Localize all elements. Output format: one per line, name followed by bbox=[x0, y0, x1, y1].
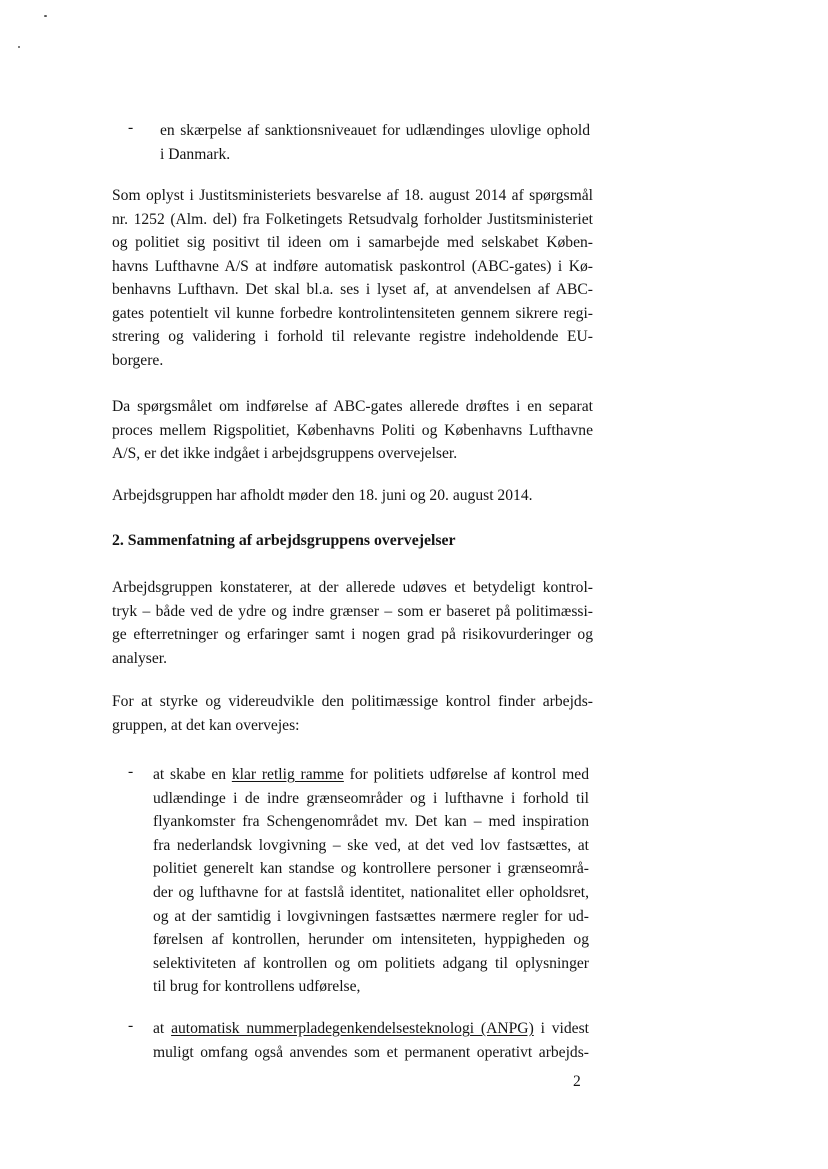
paragraph-abc-gates bbox=[112, 184, 593, 372]
text-fragment: at bbox=[153, 1020, 172, 1037]
text-line: udlændinge i de indre grænseområder og i lufthavne i forhold til bbox=[153, 789, 589, 807]
text-line: førelsen af kontrollen, herunder om intensiteten, hyppigheden og bbox=[153, 931, 589, 949]
text-line: flyankomster fra Schengenområdet mv. Det kan – med inspiration bbox=[153, 813, 589, 831]
text-line: fra nederlandsk lovgivning – ske ved, at det ved lov fastsættes, at bbox=[153, 836, 589, 854]
text-line: ge efterretninger og erfaringer samt i nogen grad på risikovurderinger og bbox=[112, 626, 593, 643]
paragraph-strengthen-control bbox=[112, 690, 593, 737]
text-line: tryk – både ved de ydre og indre grænser – som er baseret på politimæssi- bbox=[112, 602, 593, 620]
text-line: proces mellem Rigspolitiet, Københavns Politi og Københavns Lufthavne bbox=[112, 421, 593, 439]
underlined-term: klar retlig ramme bbox=[231, 766, 344, 783]
text-line: selektiviteten af kontrollen og om politiets adgang til oplysninger bbox=[153, 954, 589, 972]
text-line: borgere. bbox=[112, 351, 164, 369]
text-line: og at der samtidig i lovgivningen fastsættes nærmere regler for ud- bbox=[153, 907, 589, 925]
text-line: nr. 1252 (Alm. del) fra Folketingets Retsudvalg forholder Justitsministeriet bbox=[112, 210, 593, 228]
text-line: Da spørgsmålet om indførelse af ABC-gates allerede drøftes i en separat bbox=[112, 398, 593, 415]
text-line: en skærpelse af sanktionsniveauet for udlændinges ulovlige ophold bbox=[160, 122, 590, 139]
bullet-legal-framework bbox=[153, 763, 589, 999]
text-line: til brug for kontrollens udførelse, bbox=[153, 978, 361, 996]
text-line: der og lufthavne for at fastslå identitet, nationalitet eller opholdsret, bbox=[153, 883, 589, 901]
text-line: i Danmark. bbox=[160, 145, 231, 163]
scan-speck bbox=[44, 15, 47, 17]
text-line: Arbejdsgruppen har afholdt møder den 18. juni og 20. august 2014. bbox=[112, 487, 533, 504]
page-number: 2 bbox=[573, 1073, 581, 1090]
underlined-term: automatisk nummerpladegenkendelsesteknologi (ANPG) bbox=[171, 1020, 534, 1037]
text-fragment: for politiets udførelse af kontrol med bbox=[343, 766, 589, 783]
text-fragment: at skabe en bbox=[153, 766, 232, 783]
text-line: strering og validering i forhold til relevante registre indeholdende EU- bbox=[112, 328, 593, 345]
text-line: analyser. bbox=[112, 649, 167, 667]
text-line: havns Lufthavne A/S at indføre automatisk paskontrol (ABC-gates) i Kø- bbox=[112, 257, 593, 275]
text-fragment: i videst bbox=[533, 1020, 589, 1037]
text-line: gates potentielt vil kunne forbedre kontrolintensiteten gennem sikrere regi- bbox=[112, 304, 593, 322]
text-line: politiet generelt kan standse og kontrollere personer i grænseområ- bbox=[153, 860, 589, 878]
bullet-dash: - bbox=[128, 1017, 134, 1034]
text-line: gruppen, at det kan overvejes: bbox=[112, 716, 300, 734]
text-line: A/S, er det ikke indgået i arbejdsgruppens overvejelser. bbox=[112, 445, 458, 462]
bullet-top-text bbox=[160, 119, 590, 166]
section-heading: 2. Sammenfatning af arbejdsgruppens overvejelser bbox=[112, 532, 456, 549]
text-line bbox=[153, 763, 589, 787]
text-line: For at styrke og videreudvikle den politimæssige kontrol finder arbejds- bbox=[112, 693, 593, 710]
bullet-anpg bbox=[153, 1017, 589, 1064]
text-line: Arbejdsgruppen konstaterer, at der allerede udøves et betydeligt kontrol- bbox=[112, 579, 593, 596]
text-line: muligt omfang også anvendes som et permanent operativt arbejds- bbox=[153, 1043, 589, 1061]
bullet-dash: - bbox=[128, 763, 134, 780]
text-line: Som oplyst i Justitsministeriets besvarelse af 18. august 2014 af spørgsmål bbox=[112, 187, 593, 204]
text-line: benhavns Lufthavn. Det skal bl.a. ses i lyset af, at anvendelsen af ABC- bbox=[112, 281, 593, 298]
text-line bbox=[153, 1017, 589, 1041]
text-line: og politiet sig positivt til ideen om i samarbejde med selskabet Køben- bbox=[112, 234, 593, 251]
paragraph-meetings bbox=[112, 484, 593, 508]
paragraph-separate-process bbox=[112, 395, 593, 466]
paragraph-control-pressure bbox=[112, 576, 593, 670]
bullet-dash: - bbox=[128, 119, 134, 136]
scan-speck bbox=[18, 46, 20, 48]
